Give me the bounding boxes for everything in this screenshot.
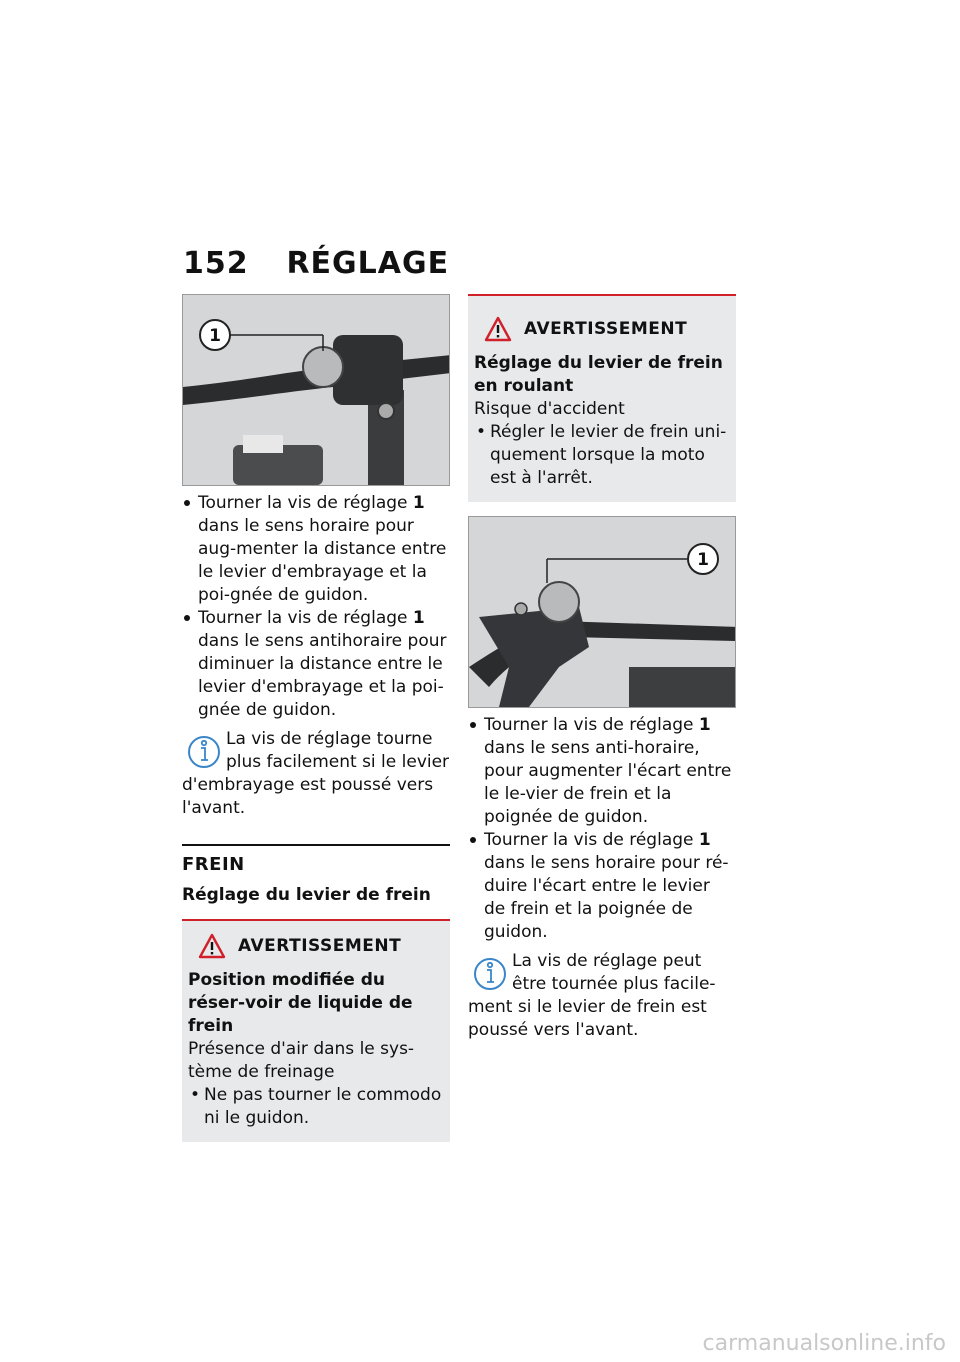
info-icon <box>182 728 224 774</box>
list-item: Tourner la vis de réglage 1 dans le sens horaire pour ré-duire l'écart entre le levier de frein et la poignée de guidon. <box>468 829 736 944</box>
left-column <box>182 294 450 1142</box>
page-header <box>183 246 449 281</box>
list-item: Tourner la vis de réglage 1 dans le sens horaire pour aug-menter la distance entre le levier d'embrayage et la poi-gnée de guidon. <box>182 492 450 607</box>
warning-box <box>468 294 736 502</box>
watermark: carmanualsonline.info <box>702 1331 946 1356</box>
reference-number: 1 <box>698 715 711 735</box>
brake-lever-figure <box>468 516 736 708</box>
clutch-instructions <box>182 492 450 722</box>
warning-heading: AVERTISSEMENT <box>484 316 728 342</box>
list-item: Tourner la vis de réglage 1 dans le sens antihoraire pour diminuer la distance entre le levier d'embrayage et la poi-gnée de guidon. <box>182 607 450 722</box>
warning-title: Réglage du levier de frein en roulant <box>474 353 723 396</box>
warning-text: Risque d'accident <box>474 399 625 419</box>
info-icon <box>468 950 510 996</box>
clutch-lever-illustration <box>183 295 450 485</box>
warning-text: Présence d'air dans le sys-tème de freinage <box>188 1039 415 1082</box>
list-item: Tourner la vis de réglage 1 dans le sens anti-horaire, pour augmenter l'écart entre le le-vier de frein et la poignée de guidon. <box>468 714 736 829</box>
list-item: • Ne pas tourner le commodo ni le guidon. <box>188 1084 442 1130</box>
warning-list <box>188 1084 442 1130</box>
subsection-title: Réglage du levier de frein <box>182 885 431 905</box>
note-text: La vis de réglage peut être tournée plus facile-ment si le levier de frein est poussé vers l'avant. <box>468 951 716 1040</box>
info-note <box>468 950 736 1042</box>
list-item: • Régler le levier de frein uni-quement lorsque la moto est à l'arrêt. <box>474 421 728 490</box>
brake-instructions <box>468 714 736 944</box>
brake-lever-illustration <box>469 517 736 707</box>
figure-callout-label: 1 <box>697 550 709 570</box>
warning-box <box>182 919 450 1142</box>
reference-number: 1 <box>412 493 425 513</box>
section-divider <box>182 844 450 846</box>
warning-triangle-icon <box>484 316 512 342</box>
warning-list <box>474 421 728 490</box>
clutch-lever-figure <box>182 294 450 486</box>
reference-number: 1 <box>412 608 425 628</box>
right-column <box>468 294 736 1042</box>
section-title: FREIN <box>182 854 245 875</box>
reference-number: 1 <box>698 830 711 850</box>
figure-callout-label: 1 <box>209 326 221 346</box>
warning-heading: AVERTISSEMENT <box>198 933 442 959</box>
note-text: La vis de réglage tourne plus facilement si le levier d'embrayage est poussé vers l'avant. <box>182 729 450 818</box>
page-number: 152 <box>183 246 249 281</box>
warning-title: Position modifiée du réser-voir de liquide de frein <box>188 970 413 1036</box>
warning-triangle-icon <box>198 933 226 959</box>
info-note <box>182 728 450 820</box>
page-title: RÉGLAGE <box>286 246 450 281</box>
